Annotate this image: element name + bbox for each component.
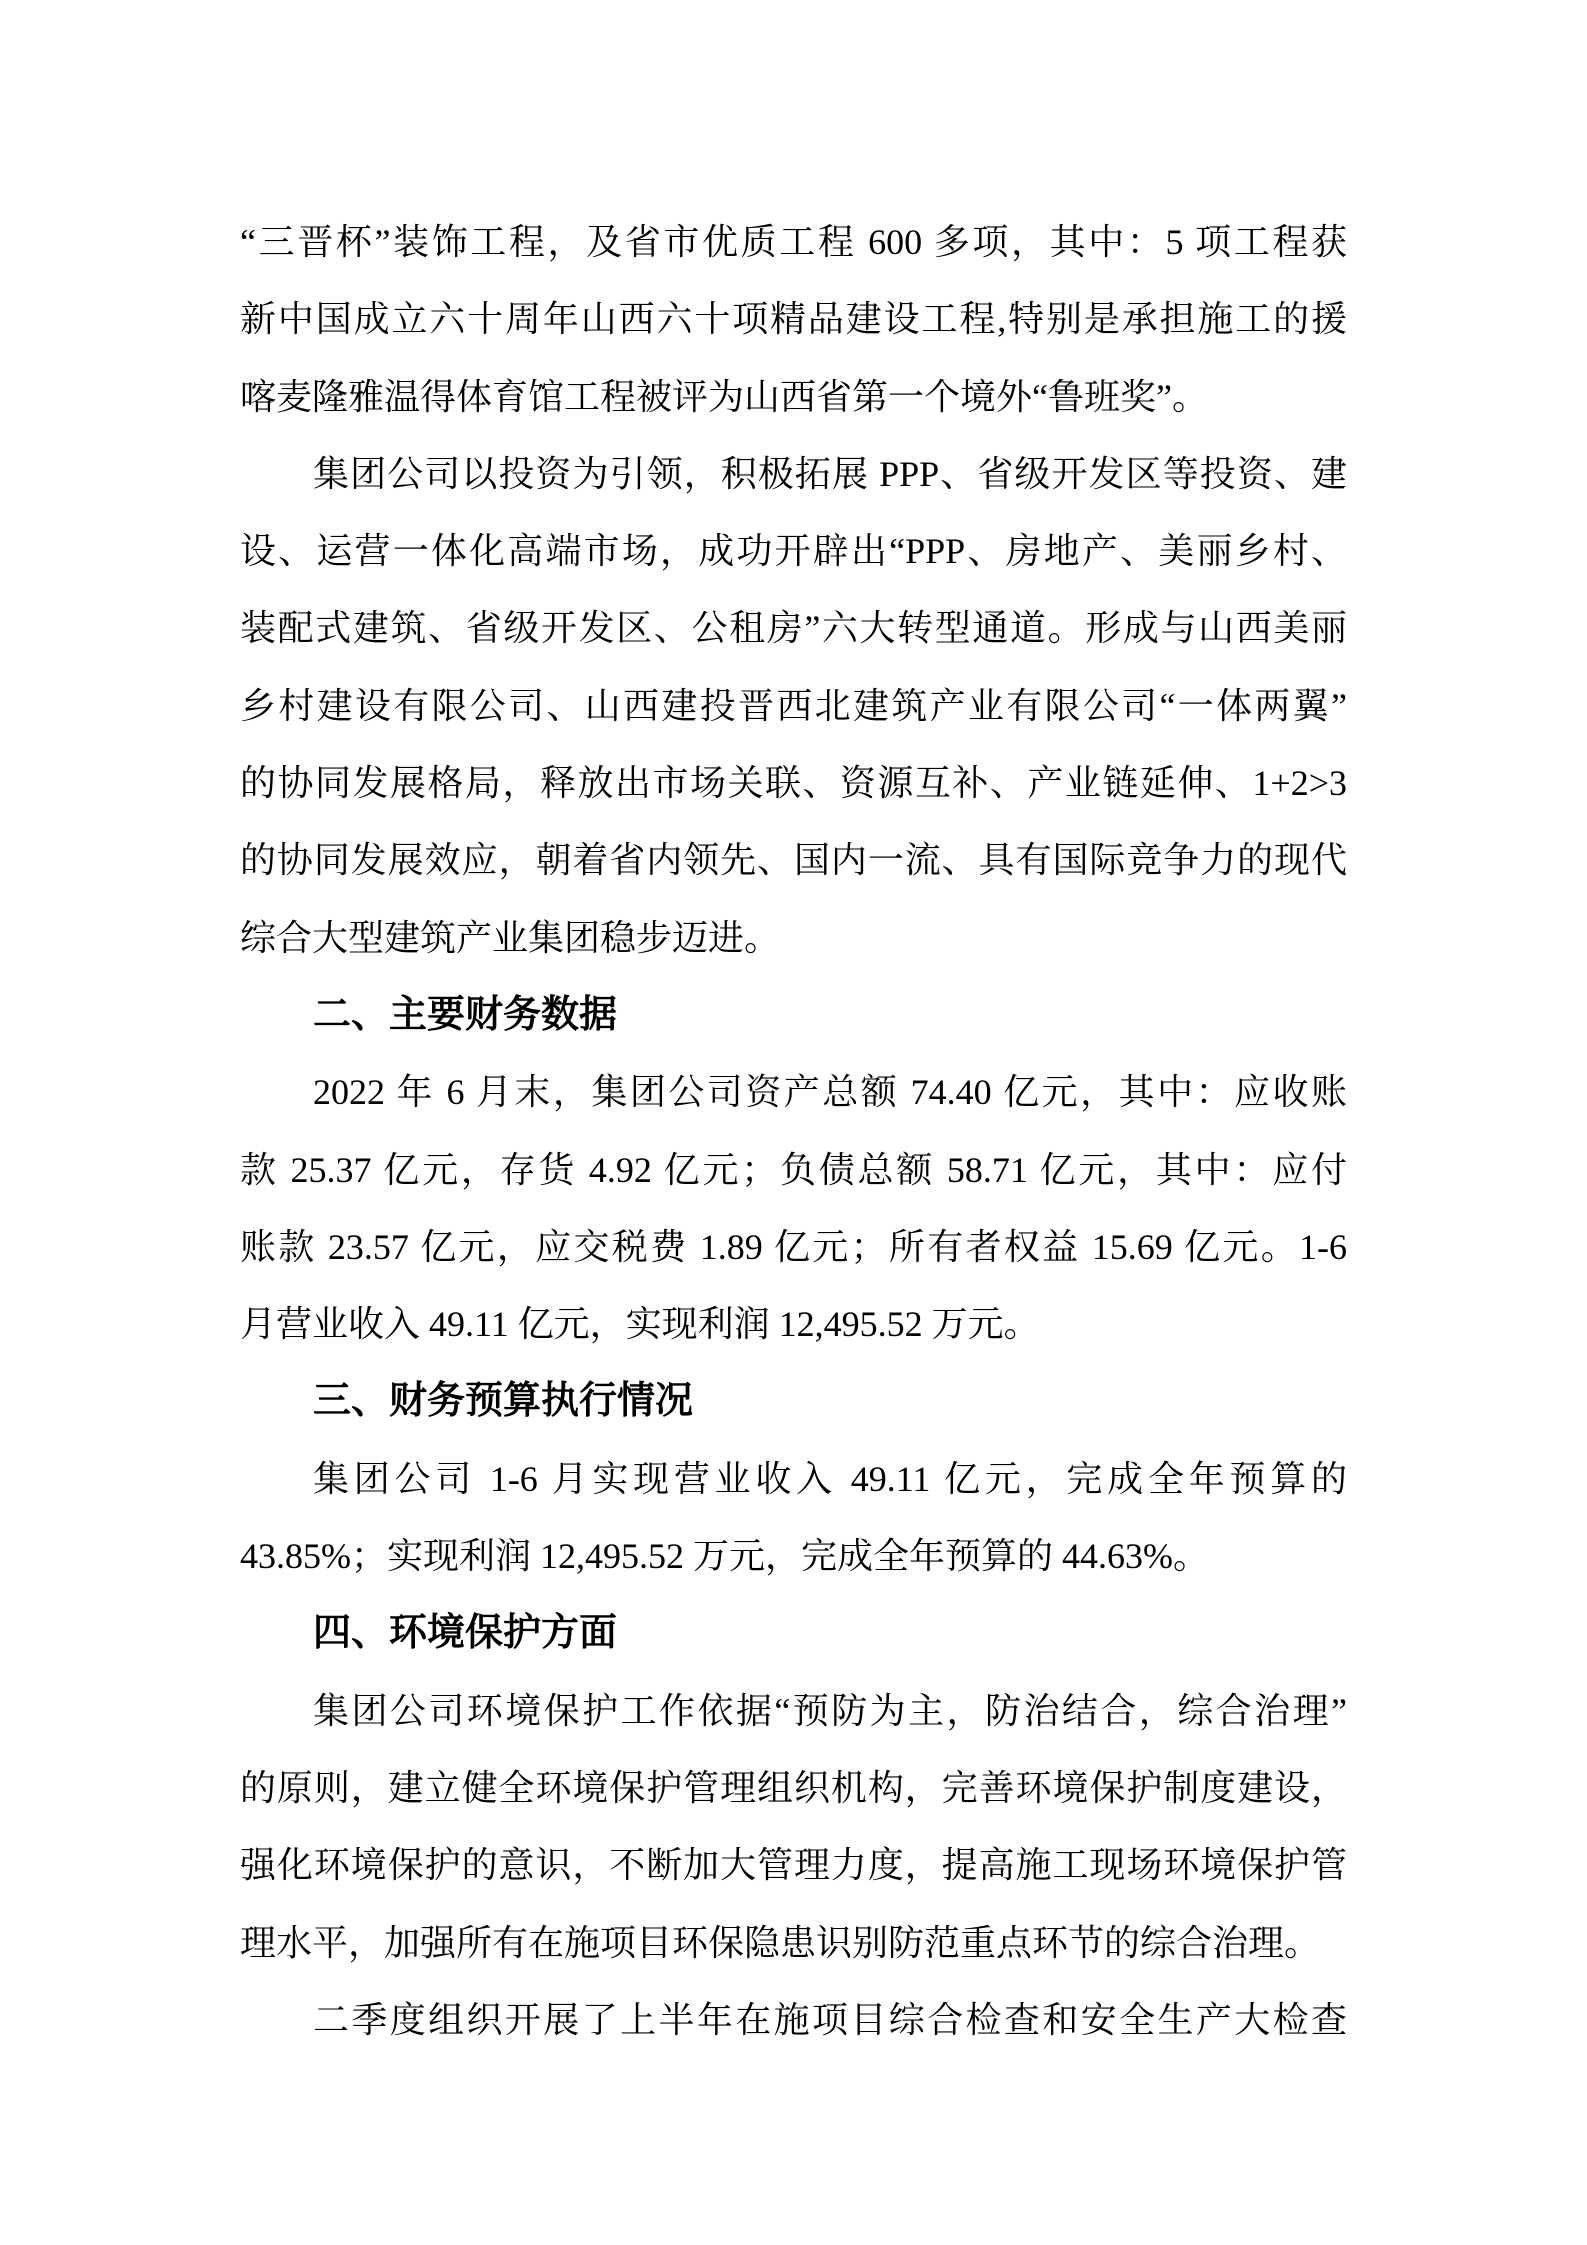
text-line: 装配式建筑、省级开发区、公租房”六大转型通道。形成与山西美丽 [240, 608, 1347, 649]
text-line: 强化环境保护的意识，不断加大管理力度，提高施工现场环境保护管 [240, 1845, 1347, 1886]
text-line: 2022 年 6 月末，集团公司资产总额 74.40 亿元，其中：应收账 [313, 1072, 1347, 1113]
section-heading-line: 二、主要财务数据 [313, 993, 618, 1036]
text-line: 设、运营一体化高端市场，成功开辟出“PPP、房地产、美丽乡村、 [240, 531, 1347, 572]
section-heading-line: 三、财务预算执行情况 [313, 1380, 694, 1423]
text-line: 账款 23.57 亿元，应交税费 1.89 亿元；所有者权益 15.69 亿元。1-6 [240, 1226, 1347, 1267]
text-line: 的协同发展效应，朝着省内领先、国内一流、具有国际竞争力的现代 [240, 840, 1347, 881]
text-line: 43.85%；实现利润 12,495.52 万元，完成全年预算的 44.63%。 [240, 1536, 1209, 1577]
text-line: 二季度组织开展了上半年在施项目综合检查和安全生产大检查 [313, 1999, 1347, 2040]
text-line: 款 25.37 亿元，存货 4.92 亿元；负债总额 58.71 亿元，其中：应付 [240, 1149, 1347, 1190]
text-line: 理水平，加强所有在施项目环保隐患识别防范重点环节的综合治理。 [240, 1922, 1321, 1963]
text-line: 喀麦隆雅温得体育馆工程被评为山西省第一个境外“鲁班奖”。 [240, 376, 1208, 417]
text-line: 乡村建设有限公司、山西建投晋西北建筑产业有限公司“一体两翼” [240, 685, 1347, 726]
section-heading-line: 四、环境保护方面 [313, 1612, 618, 1655]
text-line: 的协同发展格局，释放出市场关联、资源互补、产业链延伸、1+2>3 [240, 763, 1347, 804]
text-line: 综合大型建筑产业集团稳步迈进。 [240, 917, 781, 958]
text-line: 新中国成立六十周年山西六十项精品建设工程,特别是承担施工的援 [240, 299, 1347, 340]
text-line: 集团公司以投资为引领，积极拓展 PPP、省级开发区等投资、建 [313, 453, 1347, 494]
text-line: 的原则，建立健全环境保护管理组织机构，完善环境保护制度建设， [240, 1767, 1347, 1808]
text-line: 月营业收入 49.11 亿元，实现利润 12,495.52 万元。 [240, 1304, 1040, 1345]
text-line: 集团公司 1-6 月实现营业收入 49.11 亿元，完成全年预算的 [313, 1458, 1347, 1499]
text-line: “三晋杯”装饰工程，及省市优质工程 600 多项，其中：5 项工程获 [240, 222, 1347, 262]
text-line: 集团公司环境保护工作依据“预防为主，防治结合，综合治理” [313, 1690, 1347, 1731]
text-column [240, 204, 1347, 2059]
